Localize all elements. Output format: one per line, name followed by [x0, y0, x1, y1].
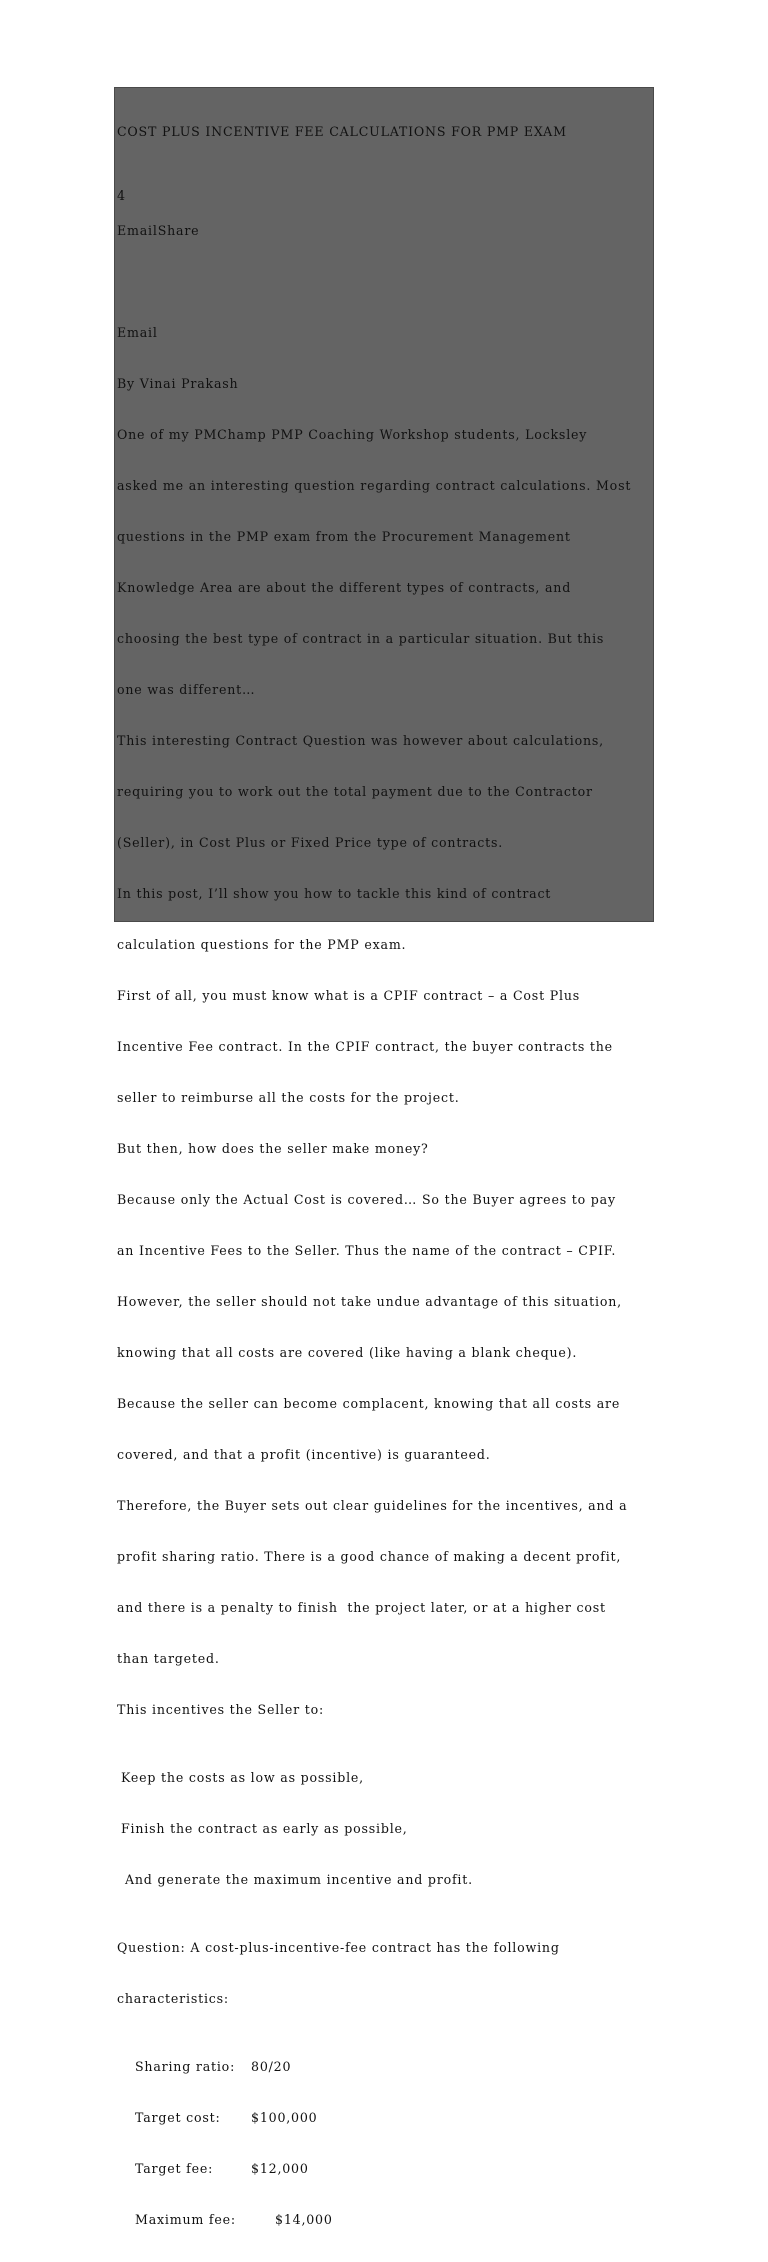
email-share-label: EmailShare	[117, 223, 200, 238]
characteristic-value: $12,000	[251, 2161, 309, 2176]
text-line: and there is a penalty to finish the project later, or at a higher cost	[117, 1600, 606, 1615]
characteristic-label: Sharing ratio:	[135, 2059, 236, 2074]
text-line: First of all, you must know what is a CPIF contract – a Cost Plus	[117, 988, 581, 1003]
text-line: (Seller), in Cost Plus or Fixed Price type of contracts.	[117, 835, 504, 850]
text-line: choosing the best type of contract in a particular situation. But this	[117, 631, 605, 646]
text-line: requiring you to work out the total payment due to the Contractor	[117, 784, 593, 799]
text-line: calculation questions for the PMP exam.	[117, 937, 407, 952]
text-line: Knowledge Area are about the different types of contracts, and	[117, 580, 572, 595]
text-line: than targeted.	[117, 1651, 220, 1666]
document-page	[114, 87, 654, 2227]
text-line: asked me an interesting question regarding contract calculations. Most	[117, 478, 632, 493]
text-line: an Incentive Fees to the Seller. Thus the name of the contract – CPIF.	[117, 1243, 617, 1258]
text-line: This incentives the Seller to:	[117, 1702, 325, 1717]
text-line: This interesting Contract Question was however about calculations,	[117, 733, 604, 748]
share-count: 4	[117, 188, 126, 203]
question-line: characteristics:	[117, 1991, 229, 2006]
characteristic-value: $100,000	[251, 2110, 318, 2125]
characteristic-label: Target cost:	[135, 2110, 221, 2125]
question-line: Question: A cost-plus-incentive-fee contract has the following	[117, 1940, 560, 1955]
text-line: questions in the PMP exam from the Procurement Management	[117, 529, 571, 544]
text-line: However, the seller should not take undue advantage of this situation,	[117, 1294, 622, 1309]
text-line: But then, how does the seller make money?	[117, 1141, 429, 1156]
document-title: COST PLUS INCENTIVE FEE CALCULATIONS FOR PMP EXAM	[117, 124, 567, 139]
text-line: knowing that all costs are covered (like having a blank cheque).	[117, 1345, 578, 1360]
characteristic-row	[117, 2058, 653, 2075]
text-line: Therefore, the Buyer sets out clear guidelines for the incentives, and a	[117, 1498, 628, 1513]
characteristic-value: $14,000	[275, 2212, 333, 2227]
text-line: Because only the Actual Cost is covered… So the Buyer agrees to pay	[117, 1192, 616, 1207]
bullet-item: Keep the costs as low as possible,	[121, 1770, 364, 1785]
bullet-item: Finish the contract as early as possible,	[121, 1821, 408, 1836]
author-line: By Vinai Prakash	[117, 376, 239, 391]
text-line: Incentive Fee contract. In the CPIF contract, the buyer contracts the	[117, 1039, 613, 1054]
text-line: One of my PMChamp PMP Coaching Workshop students, Locksley	[117, 427, 588, 442]
text-line: seller to reimburse all the costs for the project.	[117, 1090, 460, 1105]
characteristic-value: 80/20	[251, 2059, 292, 2074]
text-line: one was different…	[117, 682, 256, 697]
characteristic-label: Maximum fee:	[135, 2212, 236, 2227]
article-body	[117, 290, 653, 2262]
text-line: In this post, I’ll show you how to tackle this kind of contract	[117, 886, 552, 901]
text-line: profit sharing ratio. There is a good chance of making a decent profit,	[117, 1549, 622, 1564]
characteristic-row	[117, 2109, 653, 2126]
text-line: Email	[117, 325, 158, 340]
characteristic-row	[117, 2211, 653, 2228]
characteristic-row	[117, 2160, 653, 2177]
characteristic-label: Target fee:	[135, 2161, 214, 2176]
text-line: Because the seller can become complacent, knowing that all costs are	[117, 1396, 621, 1411]
bullet-item: And generate the maximum incentive and profit.	[125, 1872, 473, 1887]
text-line: covered, and that a profit (incentive) is guaranteed.	[117, 1447, 491, 1462]
